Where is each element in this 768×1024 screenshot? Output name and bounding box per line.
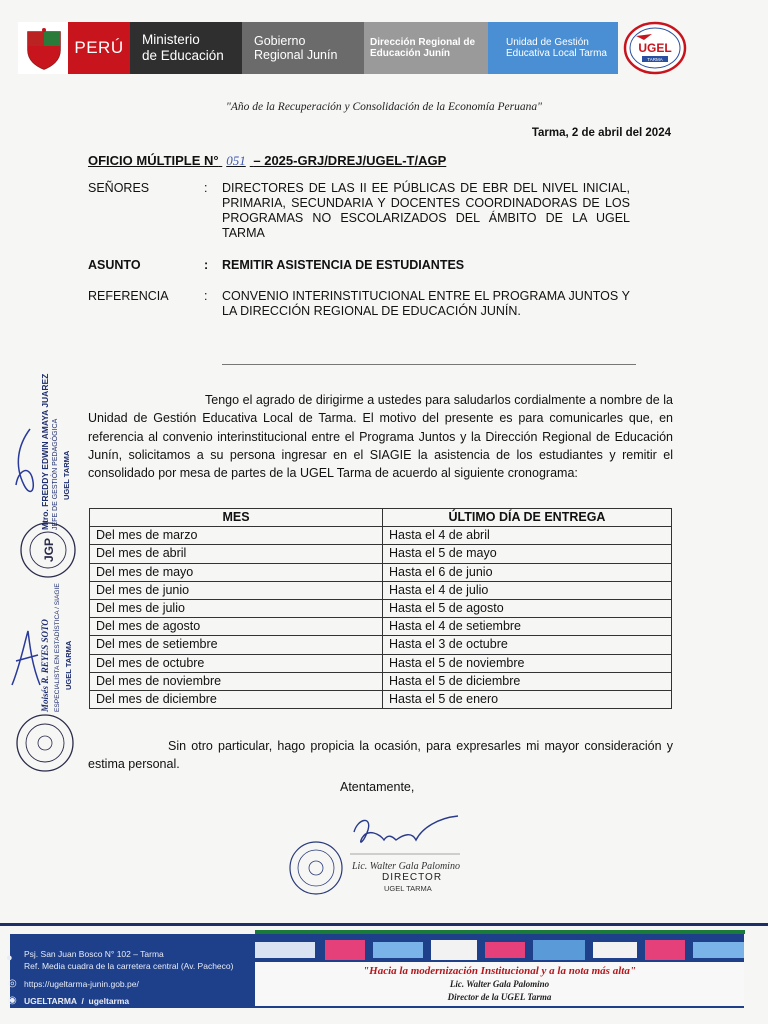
senores-colon: :	[204, 181, 208, 195]
table-row	[90, 618, 672, 636]
body-paragraph-2: Sin otro particular, hago propicia la ocasión, para expresarles mi mayor consideración y estima personal.	[88, 739, 673, 772]
stamp1-org: UGEL TARMA	[62, 450, 71, 500]
stamp2-role: ESPECIALISTA EN ESTADÍSTICA / SIAGIE	[54, 583, 61, 712]
oficio-prefix: OFICIO MÚLTIPLE N°	[88, 153, 219, 168]
body-paragraph-1: Tengo el agrado de dirigirme a ustedes para saludarlos cordialmente a nombre de la Unidad de Gestión Educativa Local de Tarma. El motivo del presente es para comunicarles que, en referencia al convenio interinstitucional entre el Programa Juntos y la Dirección Regional de Educación Junín, solicitamos a su persona ingresar en el SIAGIE la asistencia de los estudiantes y remitir el consolidado por mesa de partes de la UGEL Tarma de acuerdo al siguiente cronograma:	[88, 393, 673, 481]
footer-address-1: Psj. San Juan Bosco N° 102 – Tarma	[24, 949, 164, 959]
ministry-line2: de Educación	[142, 48, 224, 63]
location-pin-icon: ●	[6, 952, 13, 964]
stamp1-seal	[16, 520, 80, 580]
table-cell-deadline: Hasta el 4 de abril	[383, 527, 672, 545]
delivery-schedule-table	[89, 508, 672, 709]
table-row	[90, 581, 672, 599]
footer-green-stripe	[255, 930, 745, 934]
coat-of-arms-icon	[24, 28, 64, 70]
oficio-number: 051	[226, 153, 246, 168]
handwritten-initial-1	[10, 425, 42, 505]
table-cell-deadline: Hasta el 5 de diciembre	[383, 672, 672, 690]
globe-icon: ◎	[8, 978, 17, 989]
table-header-month: MES	[90, 509, 383, 527]
separator-line	[222, 364, 636, 365]
stamp1-seal-text: JGP	[42, 537, 56, 563]
dre-line2: Educación Junín	[370, 48, 451, 59]
footer-signer-role: Director de la UGEL Tarma	[447, 992, 552, 1002]
table-cell-deadline: Hasta el 3 de octubre	[383, 636, 672, 654]
table-row	[90, 672, 672, 690]
gob-line2: Regional Junín	[254, 48, 338, 62]
table-row	[90, 690, 672, 708]
ugel-line2: Educativa Local Tarma	[506, 48, 607, 59]
logo-subtext: TARMA	[647, 57, 663, 62]
peru-brand	[18, 22, 130, 74]
footer-slogan: "Hacia la modernización Institucional y a la nota más alta"	[363, 965, 636, 977]
footer-social-link[interactable]: UGELTARMA / ugeltarma	[24, 996, 130, 1006]
table-row	[90, 636, 672, 654]
senores-text: DIRECTORES DE LAS II EE PÚBLICAS DE EBR DEL NIVEL INICIAL, PRIMARIA, SECUNDARIA Y DOCENTES COORDINADORAS DE LOS PROGRAMAS NO ESCOLARIZADOS DEL ÁMBITO DE LA UGEL TARMA	[222, 181, 630, 240]
director-title: DIRECTOR	[382, 872, 443, 883]
footer-website-link[interactable]: https://ugeltarma-junin.gob.pe/	[24, 979, 139, 989]
table-row	[90, 599, 672, 617]
oficio-suffix: – 2025-GRJ/DREJ/UGEL-T/AGP	[253, 153, 447, 168]
table-cell-deadline: Hasta el 4 de setiembre	[383, 618, 672, 636]
table-cell-month: Del mes de mayo	[90, 563, 383, 581]
facebook-icon: ◉	[8, 995, 17, 1006]
table-cell-month: Del mes de agosto	[90, 618, 383, 636]
referencia-text: CONVENIO INTERINSTITUCIONAL ENTRE EL PROGRAMA JUNTOS Y LA DIRECCIÓN REGIONAL DE EDUCACIÓN JUNÍN.	[222, 289, 630, 318]
stamp1-role: JEFE DE GESTIÓN PEDAGÓGICA	[52, 418, 59, 530]
table-cell-month: Del mes de octubre	[90, 654, 383, 672]
table-row	[90, 563, 672, 581]
footer-signer: Lic. Walter Gala Palomino	[449, 979, 550, 989]
dre-line1: Dirección Regional de	[370, 36, 476, 48]
table-cell-deadline: Hasta el 5 de mayo	[383, 545, 672, 563]
ministry-line1: Ministerio	[142, 32, 200, 48]
footer-textile-pattern	[255, 938, 744, 962]
referencia-label: REFERENCIA	[88, 289, 169, 303]
table-cell-month: Del mes de noviembre	[90, 672, 383, 690]
table-cell-deadline: Hasta el 5 de noviembre	[383, 654, 672, 672]
table-cell-month: Del mes de diciembre	[90, 690, 383, 708]
asunto-colon: :	[204, 258, 209, 272]
footer-top-line	[0, 923, 768, 926]
oficio-title	[88, 153, 446, 169]
table-cell-month: Del mes de junio	[90, 581, 383, 599]
table-cell-deadline: Hasta el 4 de julio	[383, 581, 672, 599]
country-label: PERÚ	[68, 22, 130, 74]
senores-label: SEÑORES	[88, 181, 150, 195]
asunto-label: ASUNTO	[88, 258, 141, 272]
table-cell-deadline: Hasta el 6 de junio	[383, 563, 672, 581]
stamp2-org: UGEL TARMA	[64, 640, 73, 690]
ugel-line1: Unidad de Gestión	[506, 36, 589, 48]
year-motto: "Año de la Recuperación y Consolidación de la Economía Peruana"	[226, 101, 542, 113]
dre-banner	[364, 22, 488, 74]
table-cell-month: Del mes de abril	[90, 545, 383, 563]
ugel-logo	[622, 20, 688, 76]
table-header-deadline: ÚLTIMO DÍA DE ENTREGA	[383, 509, 672, 527]
gob-line1: Gobierno	[254, 33, 306, 48]
regional-government-banner	[242, 22, 364, 74]
table-cell-month: Del mes de julio	[90, 599, 383, 617]
stamp2-name: Moisés R. REYES SOTO	[40, 619, 50, 712]
ugel-banner	[488, 22, 618, 74]
asunto-text: REMITIR ASISTENCIA DE ESTUDIANTES	[222, 258, 465, 272]
table-header-row	[90, 509, 672, 527]
table-row	[90, 545, 672, 563]
footer-address-2: Ref. Media cuadra de la carretera central (Av. Pacheco)	[24, 961, 234, 971]
director-signature-stamp	[288, 812, 468, 896]
logo-text: UGEL	[638, 41, 672, 55]
director-name: Lic. Walter Gala Palomino	[352, 861, 460, 872]
stamp1-name: Mtro. FREDDY EDWIN AMAYA JUAREZ	[40, 373, 50, 530]
table-row	[90, 527, 672, 545]
table-row	[90, 654, 672, 672]
table-cell-deadline: Hasta el 5 de agosto	[383, 599, 672, 617]
closing-text: Atentamente,	[340, 780, 415, 794]
stamp2-seal	[12, 712, 78, 774]
table-cell-month: Del mes de setiembre	[90, 636, 383, 654]
director-org: UGEL TARMA	[384, 884, 432, 893]
table-cell-month: Del mes de marzo	[90, 527, 383, 545]
table-cell-deadline: Hasta el 5 de enero	[383, 690, 672, 708]
referencia-colon: :	[204, 289, 208, 303]
ministry-banner	[130, 22, 242, 74]
document-date: Tarma, 2 de abril del 2024	[531, 127, 671, 139]
